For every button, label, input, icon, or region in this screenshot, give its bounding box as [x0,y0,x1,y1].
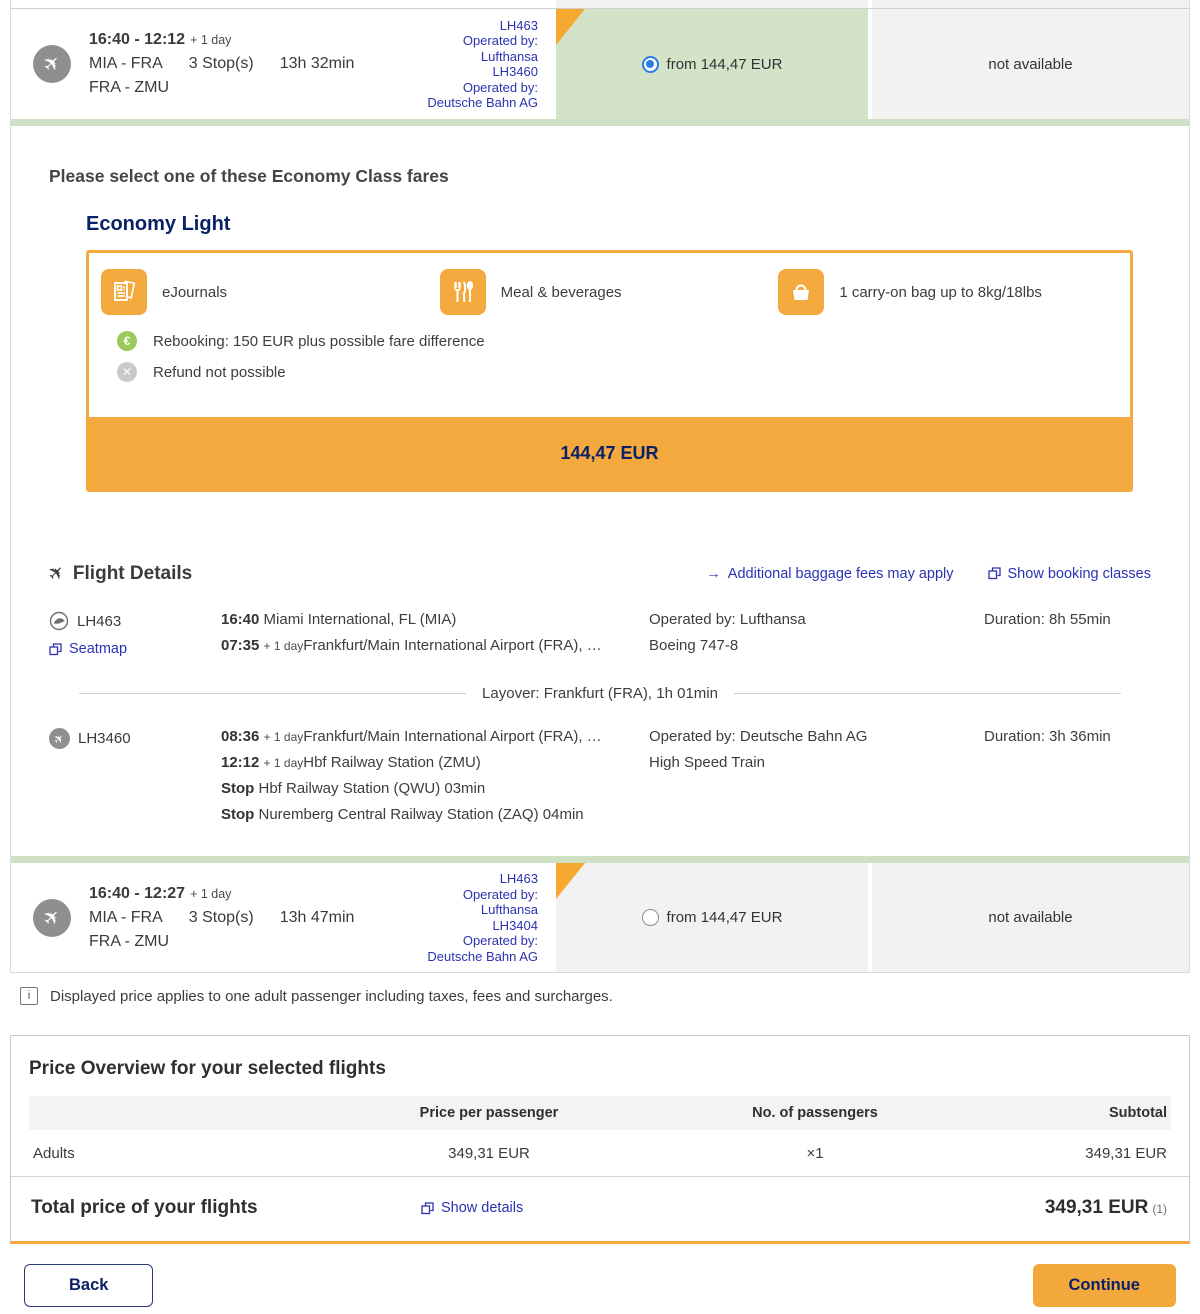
segment-flight-number: LH463 [77,612,122,630]
total-amount: 349,31 EUR (1) [1044,1197,1167,1218]
window-icon [988,567,1001,580]
stop-line: Stop Hbf Railway Station (QWU) 03min [221,780,486,797]
fare-price-bar[interactable] [89,417,1130,489]
not-available-label: not available [988,909,1073,926]
total-row [11,1177,1189,1241]
flight-details-header [43,560,1151,587]
economy-light-fare-cell-selected[interactable] [556,9,868,119]
fare-price-label: from 144,47 EUR [666,909,783,926]
flight-details-title: Flight Details [72,562,193,584]
benefit-label: eJournals [162,283,228,301]
fare-name-heading: Economy Light [86,213,231,235]
plane-circle-icon: ✈ [33,45,71,83]
plus-one-day: + 1 day [190,33,232,47]
fare-radio-selected[interactable] [642,56,659,73]
segment-duration: Duration: 8h 55min [984,611,1111,628]
segment-1 [49,611,1151,663]
flight-results-panel [10,0,1190,973]
show-details-link[interactable]: Show details [421,1200,523,1216]
route-leg-1: MIA - FRA [89,55,163,72]
price-note [20,987,1200,1005]
total-label: Total price of your flights [31,1197,258,1218]
seatmap-link[interactable]: Seatmap [49,641,221,657]
departure-line: 08:36 + 1 dayFrankfurt/Main International Airport (FRA), … [221,728,602,745]
passenger-type: Adults [33,1144,75,1162]
window-icon [49,643,62,656]
bag-icon [778,269,824,315]
operated-by: Operated by: Lufthansa [649,611,806,628]
show-booking-classes-link[interactable]: Show booking classes [988,566,1151,582]
passenger-count: ×1 [806,1144,824,1162]
fare-prompt-heading: Please select one of these Economy Class fares [49,166,449,186]
back-button[interactable]: Back [24,1264,153,1307]
subtotal: 349,31 EUR [1085,1144,1167,1162]
other-fare-cell [872,9,1189,119]
departure-arrival-times: 16:40 - 12:12 [89,31,186,48]
col-price-per-passenger: Price per passenger [419,1105,559,1121]
route-leg-2: FRA - ZMU [89,79,169,96]
fare-selection-section [11,126,1189,546]
price-table-header [29,1096,1171,1130]
total-duration: 13h 47min [279,908,355,926]
euro-circle-icon: € [117,331,137,351]
fare-price-label: from 144,47 EUR [666,55,783,73]
cross-circle-icon: ✕ [117,362,137,382]
layover-divider [79,685,1121,702]
layover-label: Layover: Frankfurt (FRA), 1h 01min [482,685,718,702]
stop-count: 3 Stop(s) [188,908,254,926]
arrow-right-icon: → [706,565,721,582]
benefit-label: Meal & beverages [500,283,622,301]
segment-duration: Duration: 3h 36min [984,728,1111,745]
operated-by: Operated by: Deutsche Bahn AG [649,728,868,745]
meal-icon [440,269,486,315]
flight-numbers: LH463 Operated by: Lufthansa LH3460 Operated by: Deutsche Bahn AG [427,17,538,110]
plane-circle-icon: ✈ [50,729,69,748]
continue-button[interactable]: Continue [1033,1264,1177,1307]
price-note-text: Displayed price applies to one adult passenger including taxes, fees and surcharges. [50,987,613,1005]
equipment: Boeing 747-8 [649,637,739,654]
section-separator [11,856,1189,863]
col-no-of-passengers: No. of passengers [752,1105,878,1121]
ejournals-icon [101,269,147,315]
rebooking-condition: € Rebooking: 150 EUR plus possible fare difference [117,331,1130,351]
benefit-label: 1 carry-on bag up to 8kg/18lbs [839,283,1042,301]
navigation-actions [24,1264,1176,1307]
flight-option-1-summary [11,9,556,119]
fare-price: 144,47 EUR [560,442,659,463]
refund-condition: ✕ Refund not possible [117,362,1130,382]
total-duration: 13h 32min [279,55,355,72]
economy-light-fare-card[interactable] [86,250,1133,492]
benefit-carry-on [778,269,1117,315]
flight-details-section [11,546,1189,856]
equipment: High Speed Train [649,754,765,771]
segment-flight-number: LH3460 [78,730,131,747]
fare-radio-unselected[interactable] [642,909,659,926]
plus-one-day: + 1 day [190,886,232,901]
flight-option-1-times [89,28,354,100]
previous-row-edge [11,0,1189,9]
corner-flag-icon [556,863,585,899]
flight-numbers: LH463 Operated by: Lufthansa LH3404 Operated by: Deutsche Bahn AG [427,871,538,964]
price-overview-panel [10,1035,1190,1244]
total-note: (1) [1152,1202,1167,1216]
window-icon [421,1202,434,1215]
col-subtotal: Subtotal [1109,1105,1167,1121]
baggage-fees-link[interactable]: → Additional baggage fees may apply [706,565,954,582]
departure-arrival-times: 16:40 - 12:27 [89,884,186,902]
price-table-row-adults [29,1130,1171,1176]
fare-conditions [89,321,1130,393]
stop-line: Stop Nuremberg Central Railway Station (ZAQ) 04min [221,806,584,823]
price-per-passenger: 349,31 EUR [448,1144,530,1162]
flight-option-row-2 [11,863,1189,973]
arrival-line: 07:35 + 1 dayFrankfurt/Main International Airport (FRA), … [221,637,602,654]
lufthansa-logo-icon [49,611,69,631]
fare-benefits [89,253,1130,321]
flight-option-2-times [89,882,354,954]
price-overview-title: Price Overview for your selected flights [29,1058,386,1079]
info-icon: i [20,987,38,1005]
plane-circle-icon: ✈ [33,899,71,937]
arrival-line: 12:12 + 1 dayHbf Railway Station (ZMU) [221,754,481,771]
benefit-meal [440,269,779,315]
flight-option-row-1 [11,9,1189,119]
route-leg-1: MIA - FRA [89,908,163,926]
other-fare-cell [872,863,1189,972]
segment-2 [49,728,1151,832]
benefit-ejournals [101,269,440,315]
economy-light-fare-cell[interactable] [556,863,868,972]
corner-flag-icon [556,9,585,45]
stop-count: 3 Stop(s) [188,55,254,72]
selected-row-separator [11,119,1189,126]
plane-outline-icon: ✈ [43,560,71,587]
not-available-label: not available [988,55,1073,73]
departure-line: 16:40 Miami International, FL (MIA) [221,611,457,628]
flight-option-2-summary [11,863,556,972]
route-leg-2: FRA - ZMU [89,932,169,950]
